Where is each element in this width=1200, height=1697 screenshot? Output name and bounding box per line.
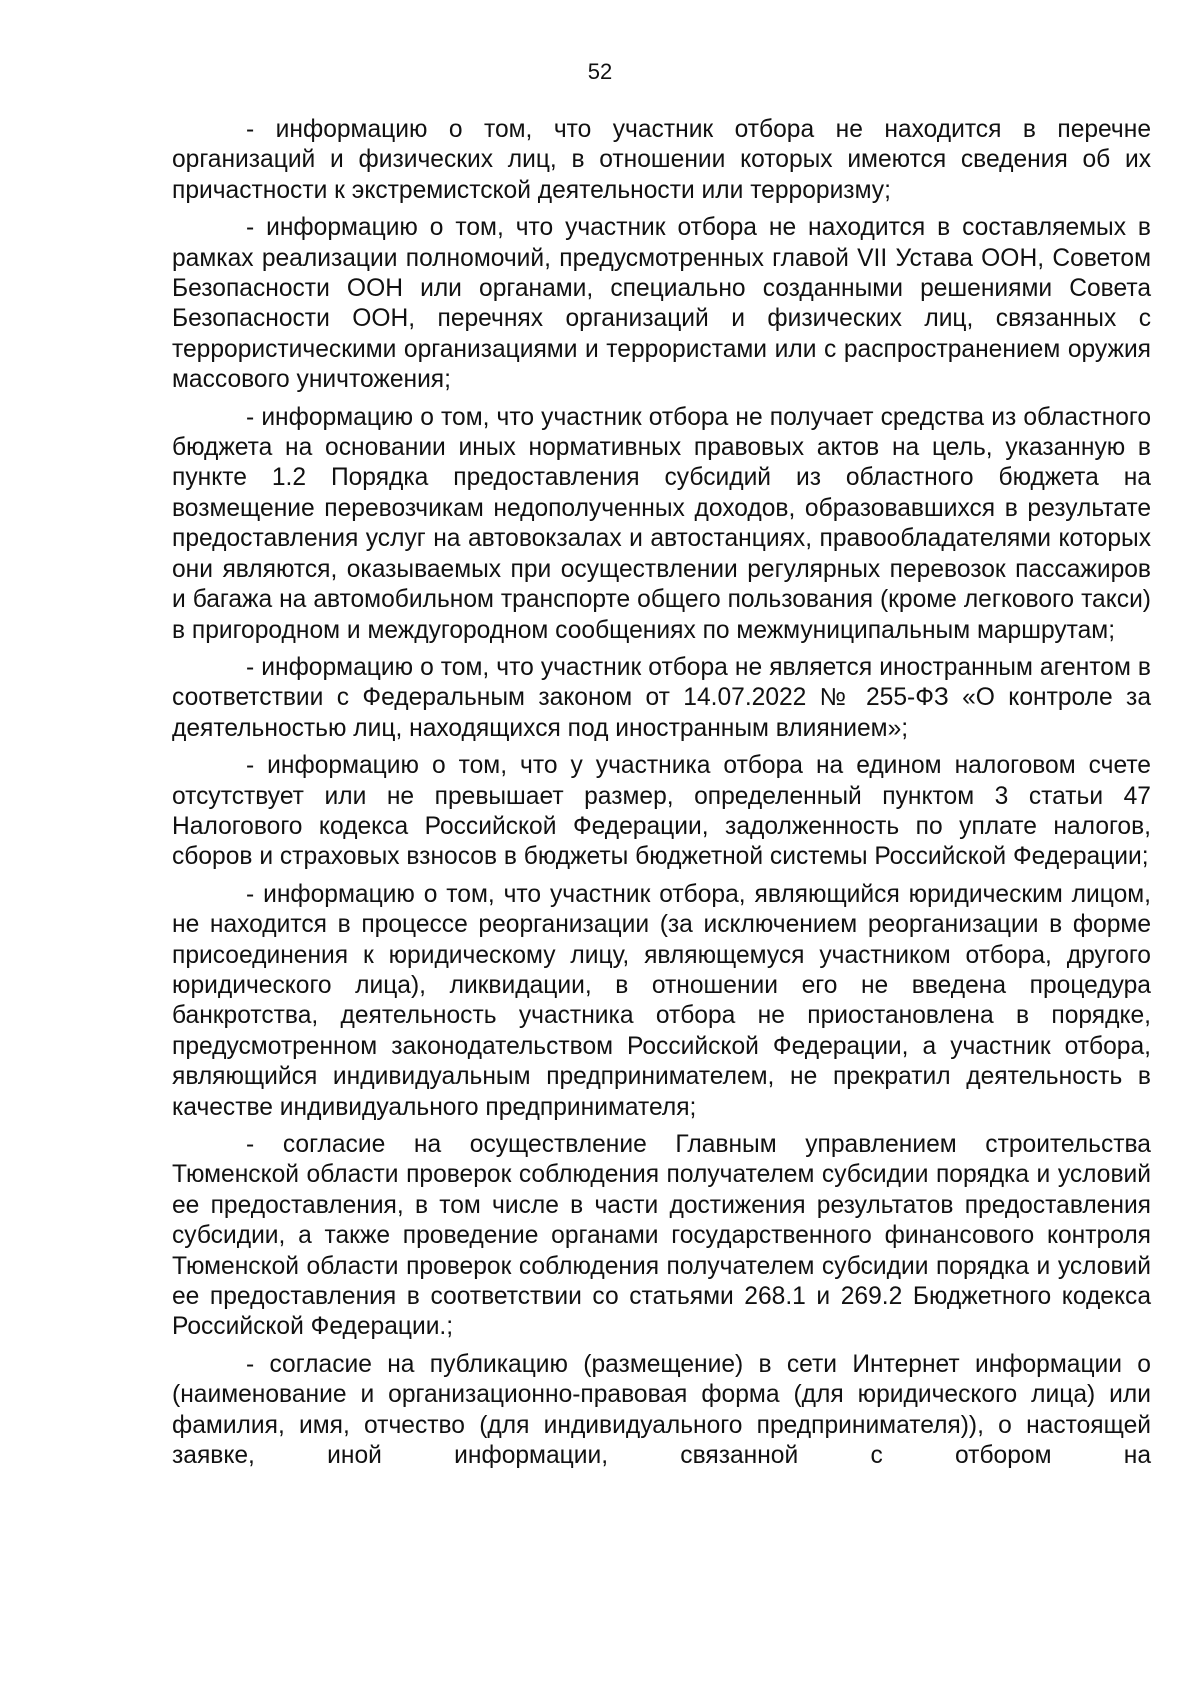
document-body (172, 115, 1151, 1478)
paragraph-un-sanctions-list: - информацию о том, что участник отбора не находится в составляемых в рамках реализации полномочий, предусмотренных главой VII Устава ООН, Советом Безопасности ООН или органами, специально созданными решениями Совета Безопасности ООН, перечнях организаций и физических лиц, связанных с террористическими организациями и террористами или с распространением оружия массового уничтожения; (172, 214, 1151, 394)
paragraph-foreign-agent: - информацию о том, что участник отбора не является иностранным агентом в соответствии с Федеральным законом от 14.07.2022 № 255-ФЗ «О контроле за деятельностью лиц, находящихся под иностранным влиянием»; (172, 653, 1151, 742)
paragraph-consent-publication: - согласие на публикацию (размещение) в сети Интернет информации о (наименование и организационно-правовая форма (для юридического лица) или фамилия, имя, отчество (для индивидуального предпринимателя)), о настоящей заявке, иной информации, связанной с отбором на (172, 1350, 1151, 1470)
page-number: 52 (587, 59, 613, 84)
paragraph-consent-inspections: - согласие на осуществление Главным управлением строительства Тюменской области проверок соблюдения получателем субсидии порядка и условий ее предоставления, в том числе в части достижения результатов предоставления субсидии, а также проведение органами государственного финансового контроля Тюменской области проверок соблюдения получателем субсидии порядка и условий ее предоставления в соответствии со статьями 268.1 и 269.2 Бюджетного кодекса Российской Федерации.; (172, 1131, 1151, 1341)
paragraph-no-other-budget-funds: - информацию о том, что участник отбора не получает средства из областного бюджета на основании иных нормативных правовых актов на цель, указанную в пункте 1.2 Порядка предоставления субсидий из областного бюджета на возмещение перевозчикам недополученных доходов, образовавшихся в результате предоставления услуг на автовокзалах и автостанциях, правообладателями которых они являются, оказываемых при осуществлении регулярных перевозок пассажиров и багажа на автомобильном транспорте общего пользования (кроме легкового такси) в пригородном и междугородном сообщениях по межмуниципальным маршрутам; (172, 403, 1151, 644)
paragraph-tax-debt: - информацию о том, что у участника отбора на едином налоговом счете отсутствует или не превышает размер, определенный пунктом 3 статьи 47 Налогового кодекса Российской Федерации, задолженность по уплате налогов, сборов и страховых взносов в бюджеты бюджетной системы Российской Федерации; (172, 752, 1151, 871)
paragraph-extremism-list: - информацию о том, что участник отбора не находится в перечне организаций и физических лиц, в отношении которых имеются сведения об их причастности к экстремистской деятельности или терроризму; (172, 116, 1151, 204)
paragraph-reorganization-status: - информацию о том, что участник отбора, являющийся юридическим лицом, не находится в процессе реорганизации (за исключением реорганизации в форме присоединения к юридическому лицу, являющемуся участником отбора, другого юридического лица), ликвидации, в отношении его не введена процедура банкротства, деятельность участника отбора не приостановлена в порядке, предусмотренном законодательством Российской Федерации, а участник отбора, являющийся индивидуальным предпринимателем, не прекратил деятельность в качестве индивидуального предпринимателя; (172, 880, 1151, 1121)
